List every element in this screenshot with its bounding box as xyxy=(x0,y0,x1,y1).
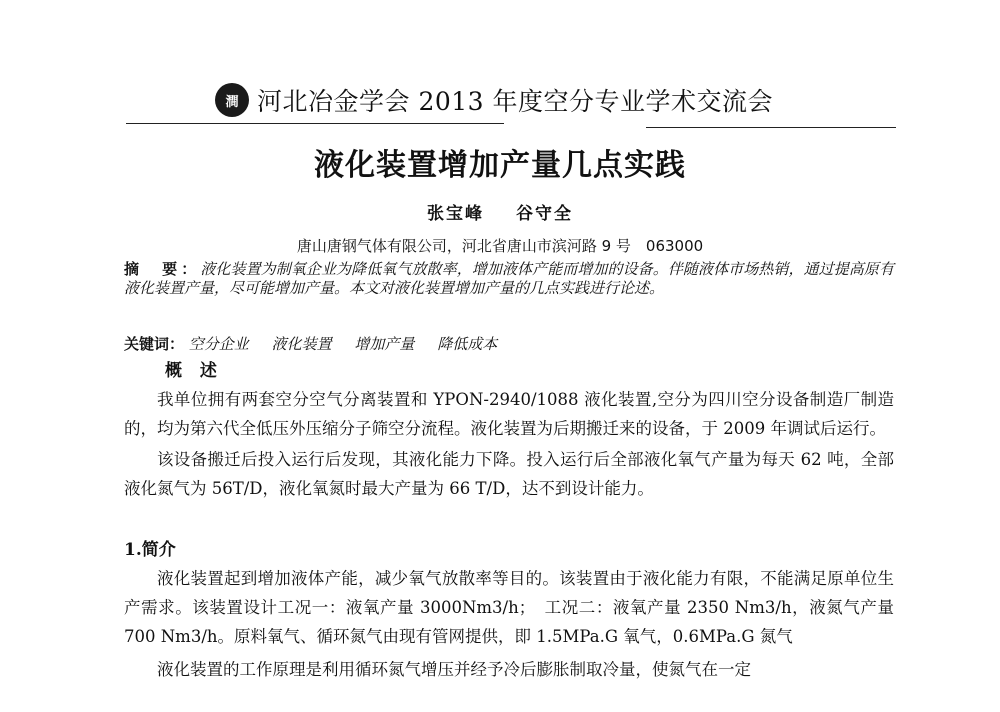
body-paragraph: 液化装置起到增加液体产能，减少氧气放散率等目的。该装置由于液化能力有限，不能满足原单位生产需求。该装置设计工况一：液氧产量 3000Nm3/h； 工况二：液氧产量 2350 Nm3/h，液氮气产量 700 Nm3/h。原料氧气、循环氮气由现有管网提供，即 1.5MPa.G 氧气，0.6MPa.G 氮气 xyxy=(124,569,894,646)
conference-logo-icon: 澗 xyxy=(215,83,249,117)
abstract-text: 液化装置为制氧企业为降低氧气放散率，增加液体产能而增加的设备。伴随液体市场热销，通过提高原有液化装置产量，尽可能增加产量。本文对液化装置增加产量的几点实践进行论述。 xyxy=(124,260,894,297)
keyword-item: 液化装置 xyxy=(271,335,332,353)
conference-header xyxy=(215,80,773,120)
paper-title: 液化装置增加产量几点实践 xyxy=(314,148,686,183)
conference-name: 河北冶金学会 2013 年度空分专业学术交流会 xyxy=(257,87,774,116)
keywords xyxy=(124,333,894,354)
keyword-item: 空分企业 xyxy=(188,335,249,353)
author-name: 张宝峰 xyxy=(427,204,485,224)
keyword-item: 降低成本 xyxy=(437,335,498,353)
author-affiliation: 唐山唐钢气体有限公司，河北省唐山市滨河路 9 号 063000 xyxy=(296,237,704,255)
abstract-label: 摘 要： xyxy=(124,260,201,278)
header-rule-right xyxy=(646,127,896,128)
author-list xyxy=(0,199,1000,224)
overview-heading: 概 述 xyxy=(165,361,223,381)
body-paragraph: 我单位拥有两套空分空气分离装置和 YPON-2940/1088 液化装置,空分为四川空分设备制造厂制造的，均为第六代全低压外压缩分子筛空分流程。液化装置为后期搬迁来的设备，于 2009 年调试后运行。 xyxy=(124,390,894,438)
section-heading: 1.简介 xyxy=(124,540,176,560)
keyword-item: 增加产量 xyxy=(354,335,415,353)
section1-body xyxy=(124,564,894,684)
body-paragraph: 该设备搬迁后投入运行后发现，其液化能力下降。投入运行后全部液化氧气产量为每天 62 吨，全部液化氮气为 56T/D，液化氧氮时最大产量为 66 T/D，达不到设计能力。 xyxy=(124,450,894,498)
author-name: 谷守全 xyxy=(515,204,573,224)
keywords-label: 关键词： xyxy=(124,335,185,353)
abstract xyxy=(124,260,894,298)
header-rule-left xyxy=(126,123,504,124)
body-paragraph: 液化装置的工作原理是利用循环氮气增压并经予冷后膨胀制取冷量，使氮气在一定 xyxy=(157,660,751,679)
overview-body xyxy=(124,385,894,503)
